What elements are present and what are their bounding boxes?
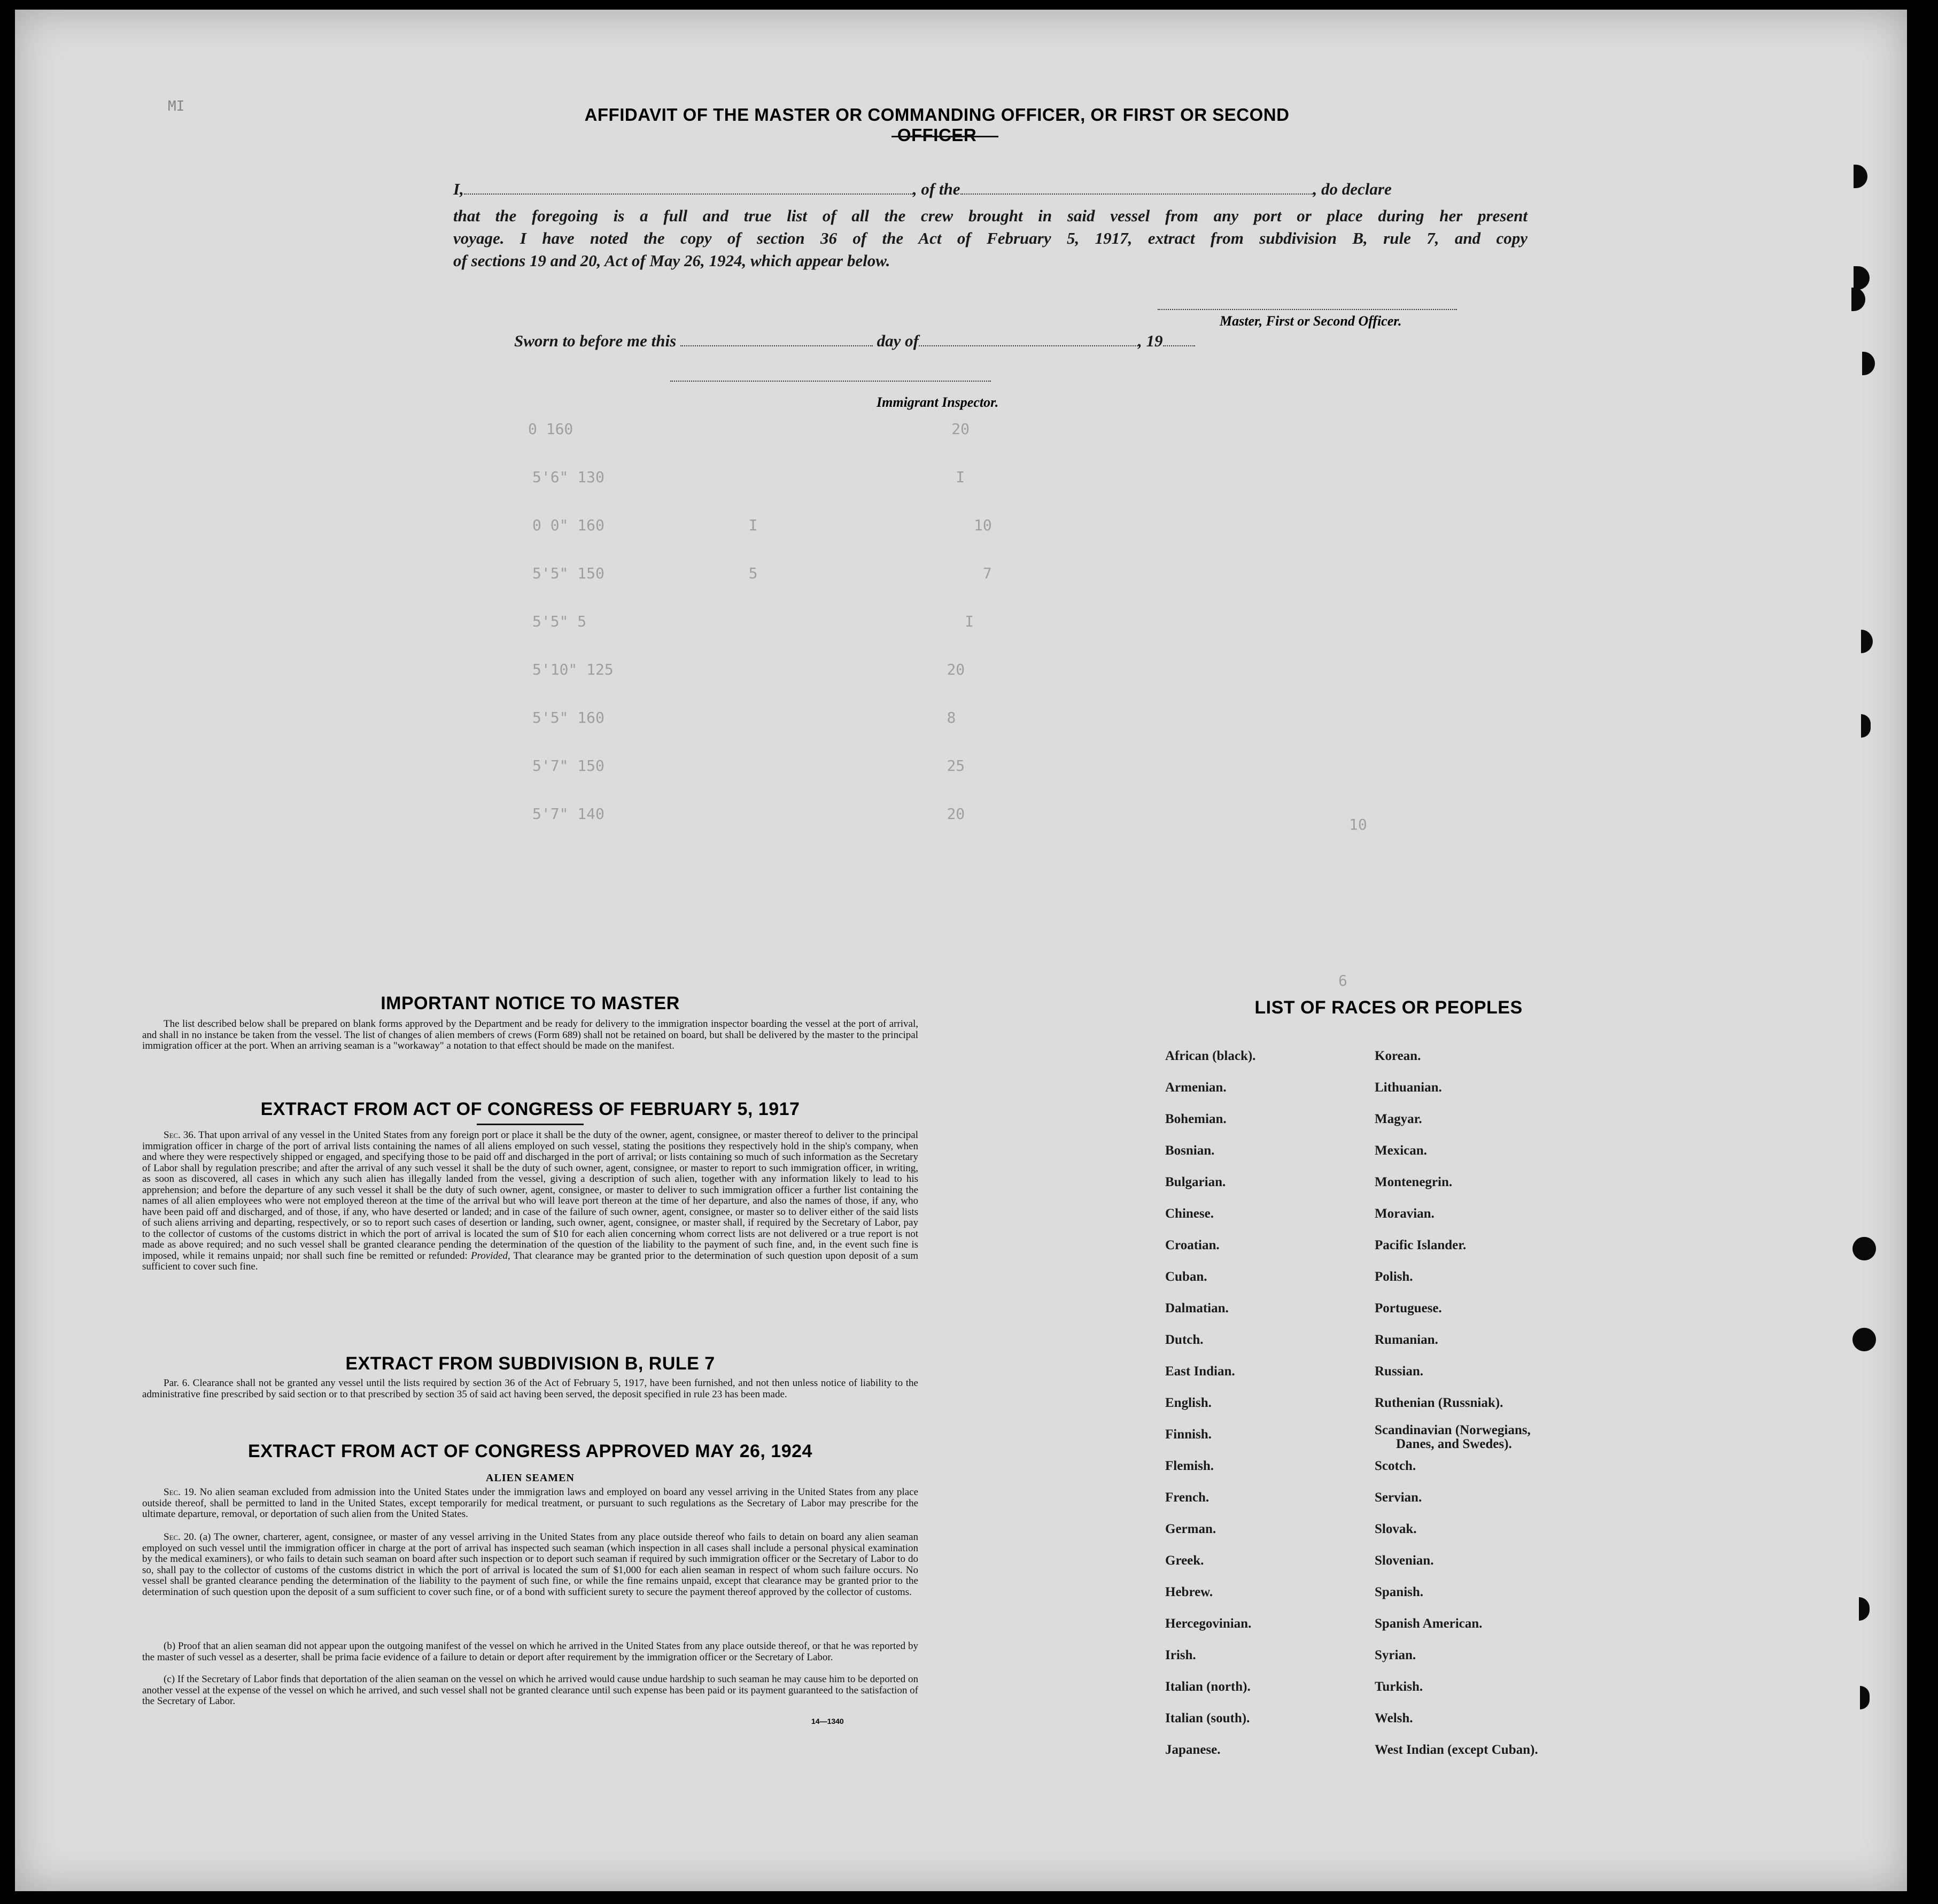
race-item: Pacific Islander. <box>1375 1238 1467 1252</box>
race-item: Korean. <box>1375 1049 1421 1063</box>
extract-1917-text <box>142 1130 918 1273</box>
race-item: Bohemian. <box>1165 1112 1227 1126</box>
notice-text: The list described below shall be prepared on blank forms approved by the Department and be ready for delivery to the immigration inspector boarding the vessel at the port of arrival, and shall in no instance be taken from the vessel. The list of changes of alien members of crews (Form 689) shall not be retained on board, but shall be delivered by the master to the principal immigration officer at the port. When an arriving seaman is a "workaway" a notation to that effect should be made on the manifest. <box>142 1018 918 1051</box>
race-item: Finnish. <box>1165 1427 1212 1442</box>
race-item: Servian. <box>1375 1490 1422 1505</box>
race-item: Scotch. <box>1375 1459 1416 1473</box>
race-item: Irish. <box>1165 1648 1196 1662</box>
race-item: Hercegovinian. <box>1165 1616 1252 1631</box>
sec-19-label: Sec. 19. <box>164 1487 197 1498</box>
race-item: French. <box>1165 1490 1210 1505</box>
race-item: Portuguese. <box>1375 1301 1442 1315</box>
inspector-label: Immigrant Inspector. <box>877 394 999 410</box>
ledger-mark: 0 0" 160 I 10 <box>532 516 992 534</box>
race-item: Polish. <box>1375 1270 1413 1284</box>
form-number: 14—1340 <box>811 1717 844 1725</box>
race-item: Spanish American. <box>1375 1616 1483 1631</box>
ledger-mark: 6 <box>1338 972 1347 989</box>
master-signature-line[interactable] <box>1158 309 1457 310</box>
race-item: Bulgarian. <box>1165 1175 1226 1189</box>
race-item: Montenegrin. <box>1375 1175 1453 1189</box>
race-item: Japanese. <box>1165 1743 1221 1757</box>
race-item: Ruthenian (Russniak). <box>1375 1396 1503 1410</box>
race-item: Moravian. <box>1375 1206 1435 1221</box>
vessel-blank[interactable] <box>960 180 1313 195</box>
title-rule <box>892 136 998 137</box>
race-item: Armenian. <box>1165 1080 1227 1095</box>
sec-20c-text: (c) If the Secretary of Labor finds that deportation of the alien seaman on the vessel on which he arrived would cause undue hardship to such seaman he may cause him to be deported on another vessel at the expense of the vessel on which he arrived, and such vessel shall not be granted clearance until such expense has been paid or its payment guaranteed to the satisfaction of the Secretary of Labor. <box>142 1674 918 1707</box>
ledger-mark: 10 <box>1349 816 1367 833</box>
race-item: Bosnian. <box>1165 1143 1215 1158</box>
ledger-mark: 5'7" 150 25 <box>532 757 965 775</box>
sec-20-label: Sec. 20. <box>164 1531 197 1543</box>
race-item: Slovak. <box>1375 1522 1417 1536</box>
race-item: East Indian. <box>1165 1364 1235 1379</box>
year-prefix: , 19 <box>1138 331 1163 350</box>
race-item: Flemish. <box>1165 1459 1214 1473</box>
race-item: Turkish. <box>1375 1679 1423 1694</box>
affidavit-line-2: that the foregoing is a full and true list of all the crew brought in said vessel from any port or place during her present <box>453 206 1528 225</box>
race-item: Hebrew. <box>1165 1585 1213 1599</box>
extract-rule7-text: Par. 6. Clearance shall not be granted any vessel until the lists required by section 36 of the Act of February 5, 1917, have been furnished, and not then unless notice of liability to the administrative fine prescribed by said section or to that prescribed by section 35 of said act having been served, the deposit specified in rule 23 has been made. <box>142 1377 918 1400</box>
binder-hole <box>1851 288 1865 311</box>
race-item: Syrian. <box>1375 1648 1416 1662</box>
race-item: English. <box>1165 1396 1212 1410</box>
binder-hole <box>1852 1237 1876 1260</box>
sworn-line <box>514 331 1262 351</box>
ledger-mark: 5'10" 125 20 <box>532 661 965 678</box>
race-item: African (black). <box>1165 1049 1256 1063</box>
race-item: Italian (north). <box>1165 1679 1251 1694</box>
race-item: Cuban. <box>1165 1270 1207 1284</box>
ledger-mark: 5'5" 150 5 7 <box>532 564 992 582</box>
bleed-through-heading <box>421 111 428 138</box>
binder-hole <box>1859 1597 1870 1621</box>
year-blank[interactable] <box>1163 331 1195 346</box>
binder-hole <box>1862 352 1875 375</box>
extract-rule7-title: EXTRACT FROM SUBDIVISION B, RULE 7 <box>345 1353 715 1374</box>
race-item: Magyar. <box>1375 1112 1422 1126</box>
races-title: LIST OF RACES OR PEOPLES <box>1254 997 1523 1018</box>
ledger-mark: 5'6" 130 I <box>532 468 965 486</box>
sec-36-label: Sec. 36. <box>164 1129 196 1141</box>
race-item: Spanish. <box>1375 1585 1424 1599</box>
sec-36-body: That upon arrival of any vessel in the United States from any foreign port or place it shall be the duty of the owner, agent, consignee, or master thereof to deliver to the principal immigration officer in charge of the port of arrival lists containing the names of all aliens employed on such vessel, stating the positions they respectively hold in the ship's company, when and where they were respectively shipped or engaged, and specifying those to be paid off and discharged in the port of arrival; or lists containing so much of such information as the Secretary of Labor shall by regulation prescribe; and after the arrival of any such vessel it shall be the duty of such owner, agent, consignee, or master to report to such immigration officer, in writing, as soon as discovered, all cases in which any such alien has illegally landed from the vessel, giving a description of such alien, together with any information likely to lead to his apprehension; and before the departure of any such vessel it shall be the duty of such owner, agent, consignee, or master to deliver to such immigration officer a further list containing the names of all alien employees who were not employed thereon at the time of the arrival but who will leave port thereon at the time of her departure, and also the names of those, if any, who have been paid off and discharged, and of those, if any, who have deserted or landed; and in case of the failure of such owner, agent, consignee, or master so to deliver either of the said lists of such aliens arriving and departing, respectively, or so to report such cases of desertion or landing, such owner, agent, consignee, or master shall, if required by the Secretary of Labor, pay to the collector of customs of the customs district in which the port of arrival is located the sum of $10 for each alien concerning whom correct lists are not delivered or a true report is not made as above required; and no such vessel shall be granted clearance pending the determination of the question of the liability to the payment of such fine, and, in the event such fine is imposed, while it remains unpaid; nor shall such fine be remitted or refunded: <box>142 1129 918 1261</box>
race-item: Greek. <box>1165 1553 1204 1568</box>
race-item: German. <box>1165 1522 1216 1536</box>
affidavit-line-3: voyage. I have noted the copy of section 36 of the Act of February 5, 1917, extract from subdivision B, rule 7, and copy <box>453 229 1528 247</box>
race-item: Lithuanian. <box>1375 1080 1442 1095</box>
name-blank[interactable] <box>464 180 913 195</box>
binder-hole <box>1861 714 1871 738</box>
extract-1917-rule <box>477 1124 584 1125</box>
ledger-mark: 5'5" 160 8 <box>532 709 956 726</box>
sworn-day-blank[interactable] <box>680 331 873 346</box>
race-item: Dutch. <box>1165 1333 1204 1347</box>
binder-hole <box>1861 630 1873 653</box>
race-item: Russian. <box>1375 1364 1424 1379</box>
race-item: Croatian. <box>1165 1238 1220 1252</box>
ledger-mark: 5'7" 140 20 <box>532 805 965 823</box>
affidavit-i: I, <box>453 180 464 198</box>
race-item: Rumanian. <box>1375 1333 1438 1347</box>
binder-hole <box>1860 1686 1870 1709</box>
affidavit-of-the: , of the <box>912 180 960 198</box>
race-item: Mexican. <box>1375 1143 1427 1158</box>
race-item: Slovenian. <box>1375 1553 1434 1568</box>
sec-20b-text: (b) Proof that an alien seaman did not appear upon the outgoing manifest of the vessel on which he arrived in the United States from any place outside thereof, or that he was reported by the master of such vessel as a deserter, shall be prima facie evidence of a failure to detain or deport after requirement by the immigration officer or the Secretary of Labor. <box>142 1640 918 1663</box>
binder-hole <box>1854 165 1867 188</box>
sworn-month-blank[interactable] <box>919 331 1138 346</box>
ledger-mark: 5'5" 5 I <box>532 613 974 630</box>
race-item: Scandinavian (Norwegians, <box>1375 1423 1531 1437</box>
proviso-body: That clearance may be granted prior to the determination of such question upon deposit of a sum sufficient to cover such fine. <box>142 1250 918 1272</box>
race-item: Chinese. <box>1165 1206 1214 1221</box>
binder-hole <box>1852 1328 1876 1351</box>
affidavit-title: AFFIDAVIT OF THE MASTER OR COMMANDING OFFICER, OR FIRST OR SECOND OFFICER <box>584 105 1290 145</box>
race-item: West Indian (except Cuban). <box>1375 1743 1538 1757</box>
affidavit-declare: , do declare <box>1313 180 1392 198</box>
sec-20a-body: (a) The owner, charterer, agent, consignee, or master of any vessel arriving in the United States from any place outside thereof who fails to detain on board any alien seaman employed on such vessel until the immigration officer in charge at the port of arrival has inspected such seaman (which inspection in all cases shall include a personal physical examination by the medical examiners), or who fails to detain such seaman on board after such inspection or to deport such seaman if required by such immigration officer or the Secretary of Labor to do so, shall pay to the collector of customs of the customs district in which the port of arrival is located the sum of $1,000 for each alien seaman in respect of whom such failure occurs. No vessel shall be granted clearance pending the determination of the liability to the payment of such fine, or while the fine remains unpaid, except that clearance may be granted prior to the determination of such question upon the deposit of a sum sufficient to cover such fine, or of a bond with sufficient surety to secure the payment thereof approved by the collector of customs. <box>142 1531 919 1598</box>
sec-19-text <box>142 1487 918 1520</box>
race-item: Welsh. <box>1375 1711 1413 1725</box>
extract-1924-title: EXTRACT FROM ACT OF CONGRESS APPROVED MAY 26, 1924 <box>248 1441 812 1461</box>
sec-19-body: No alien seaman excluded from admission into the United States under the immigration laws and employed on board any vessel arriving in the United States from any place outside thereof, shall be permitted to land in the United States, except temporarily for medical treatment, or pursuant to such regulations as the Secretary of Labor may prescribe for the ultimate departure, removal, or deportation of such alien from the United States. <box>142 1487 919 1520</box>
race-item: Italian (south). <box>1165 1711 1250 1725</box>
alien-seamen-subtitle: ALIEN SEAMEN <box>486 1472 575 1484</box>
master-label: Master, First or Second Officer. <box>1220 313 1402 329</box>
race-item: Dalmatian. <box>1165 1301 1229 1315</box>
race-item: Danes, and Swedes). <box>1396 1437 1512 1451</box>
sec-20a-text <box>142 1532 918 1598</box>
affidavit-line-4: of sections 19 and 20, Act of May 26, 1924, which appear below. <box>453 251 890 270</box>
sworn-text: Sworn to before me this <box>514 331 677 350</box>
manifest-page <box>15 10 1907 1891</box>
proviso-label: Provided, <box>470 1250 510 1261</box>
extract-1917-title: EXTRACT FROM ACT OF CONGRESS OF FEBRUARY 5, 1917 <box>260 1099 800 1119</box>
corner-mark: MI <box>168 98 185 114</box>
day-of-text: day of <box>877 331 919 350</box>
affidavit-line-1 <box>453 180 1528 199</box>
ledger-mark: 0 160 20 <box>528 420 970 438</box>
notice-title: IMPORTANT NOTICE TO MASTER <box>381 993 680 1013</box>
inspector-signature-line[interactable] <box>670 381 991 382</box>
binder-hole <box>1854 266 1870 290</box>
